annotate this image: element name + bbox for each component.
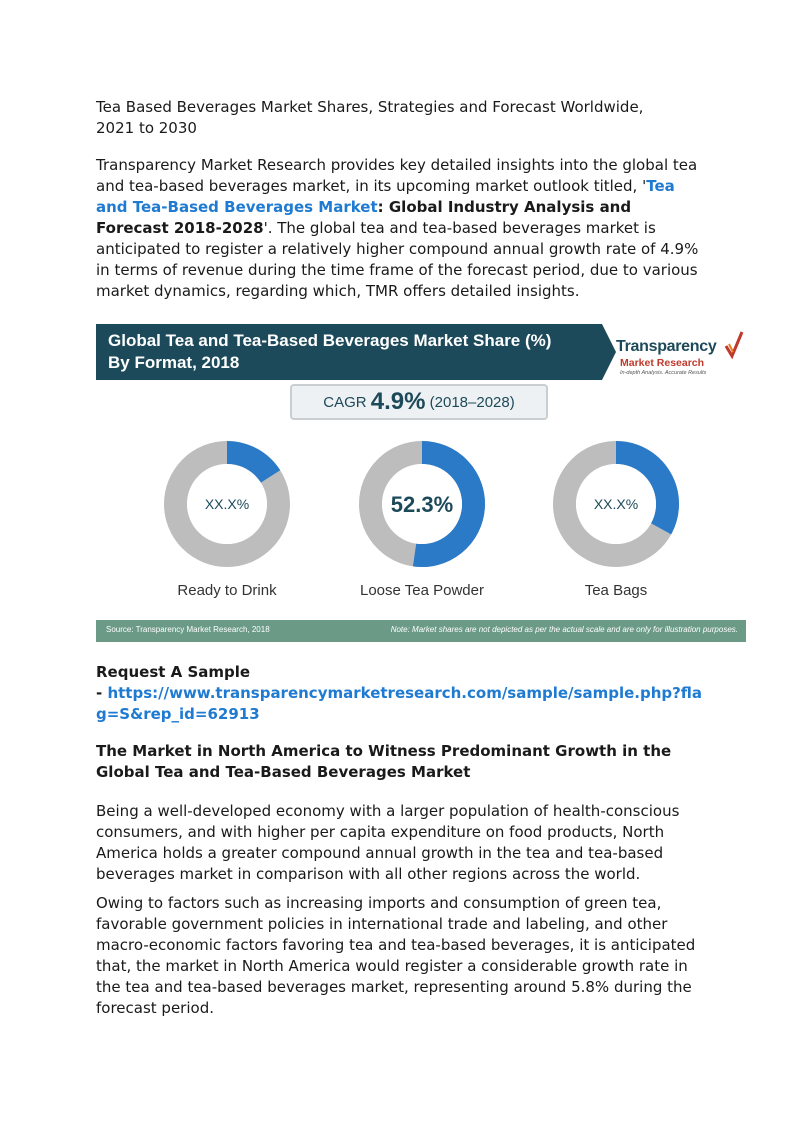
category-label-tea-bags: Tea Bags (584, 582, 648, 599)
request-sample-link[interactable]: https://www.transparencymarketresearch.com/sample/sample.php?flag=S&rep_id=62913 (96, 684, 703, 723)
category-label-ready-to-drink: Ready to Drink (177, 582, 277, 599)
cagr-label: CAGR (323, 394, 367, 411)
document-body (96, 97, 706, 302)
donut-loose-tea-powder (360, 453, 484, 600)
infographic-title-line1: Global Tea and Tea-Based Beverages Market Share (%) (108, 331, 552, 350)
donut-center-label-ready-to-drink: XX.X% (204, 496, 250, 512)
footer-source: Source: Transparency Market Research, 2018 (106, 625, 270, 634)
donut-charts (96, 432, 746, 602)
donut-center-label-loose-tea-powder: 52.3% (390, 492, 454, 517)
market-report-link[interactable]: Tea and Tea-Based Beverages Market (96, 177, 675, 216)
intro-bold-title: : Global Industry Analysis and Forecast 2018-2028 (96, 198, 632, 237)
section-paragraph-2: Owing to factors such as increasing imports and consumption of green tea, favorable government policies in international trade and labeling, and other macro-economic factors favoring tea and tea-based beverages, it is anticipated that, the market in North America would register a considerable growth rate in the tea and tea-based beverages market, representing around 5.8% during the forecast period. (96, 894, 696, 1017)
request-sample-title: Request A Sample (96, 663, 251, 681)
intro-text-2: '. The global tea and tea-based beverages market is anticipated to register a relatively higher compound annual growth rate of 4.9% in terms of revenue during the time frame of the forecast period, due to various market dynamics, regarding which, TMR offers detailed insights. (96, 219, 699, 300)
tmr-logo (616, 330, 741, 380)
category-label-loose-tea-powder: Loose Tea Powder (360, 582, 484, 599)
donut-tea-bags (565, 453, 668, 600)
cagr-badge (290, 384, 548, 420)
infographic-header (96, 324, 602, 380)
intro-paragraph (96, 155, 706, 302)
cagr-value: 4.9% (370, 388, 426, 415)
document-title: Tea Based Beverages Market Shares, Strategies and Forecast Worldwide, 2021 to 2030 (96, 98, 644, 137)
donut-ready-to-drink (176, 453, 279, 600)
logo-name: Transparency (616, 338, 717, 355)
header-arrow-tip (602, 324, 616, 380)
infographic-footer (96, 620, 746, 642)
donut-center-label-tea-bags: XX.X% (593, 496, 639, 512)
intro-text-1: Transparency Market Research provides key detailed insights into the global tea and tea-based beverages market, in its upcoming market outlook titled, ' (96, 156, 698, 195)
request-sample-line (96, 683, 706, 725)
checkmark-logo-icon (724, 330, 744, 360)
infographic-title-line2: By Format, 2018 (108, 353, 240, 372)
section-heading: The Market in North America to Witness Predominant Growth in the Global Tea and Tea-Based Beverages Market (96, 742, 672, 781)
request-prefix: - (96, 684, 108, 702)
section-paragraph-1: Being a well-developed economy with a larger population of health-conscious consumers, and with higher per capita expenditure on food products, North America holds a greater compound annual growth in the tea and tea-based beverages market in comparison with all other regions across the world. (96, 802, 680, 883)
logo-subtitle: Market Research (620, 357, 705, 369)
footer-note: Note: Market shares are not depicted as per the actual scale and are only for illustration purposes. (390, 625, 738, 634)
lower-section (96, 662, 706, 1019)
logo-tagline: In-depth Analysis. Accurate Results (620, 370, 707, 376)
market-share-infographic (96, 324, 746, 642)
cagr-period: (2018–2028) (429, 394, 515, 411)
